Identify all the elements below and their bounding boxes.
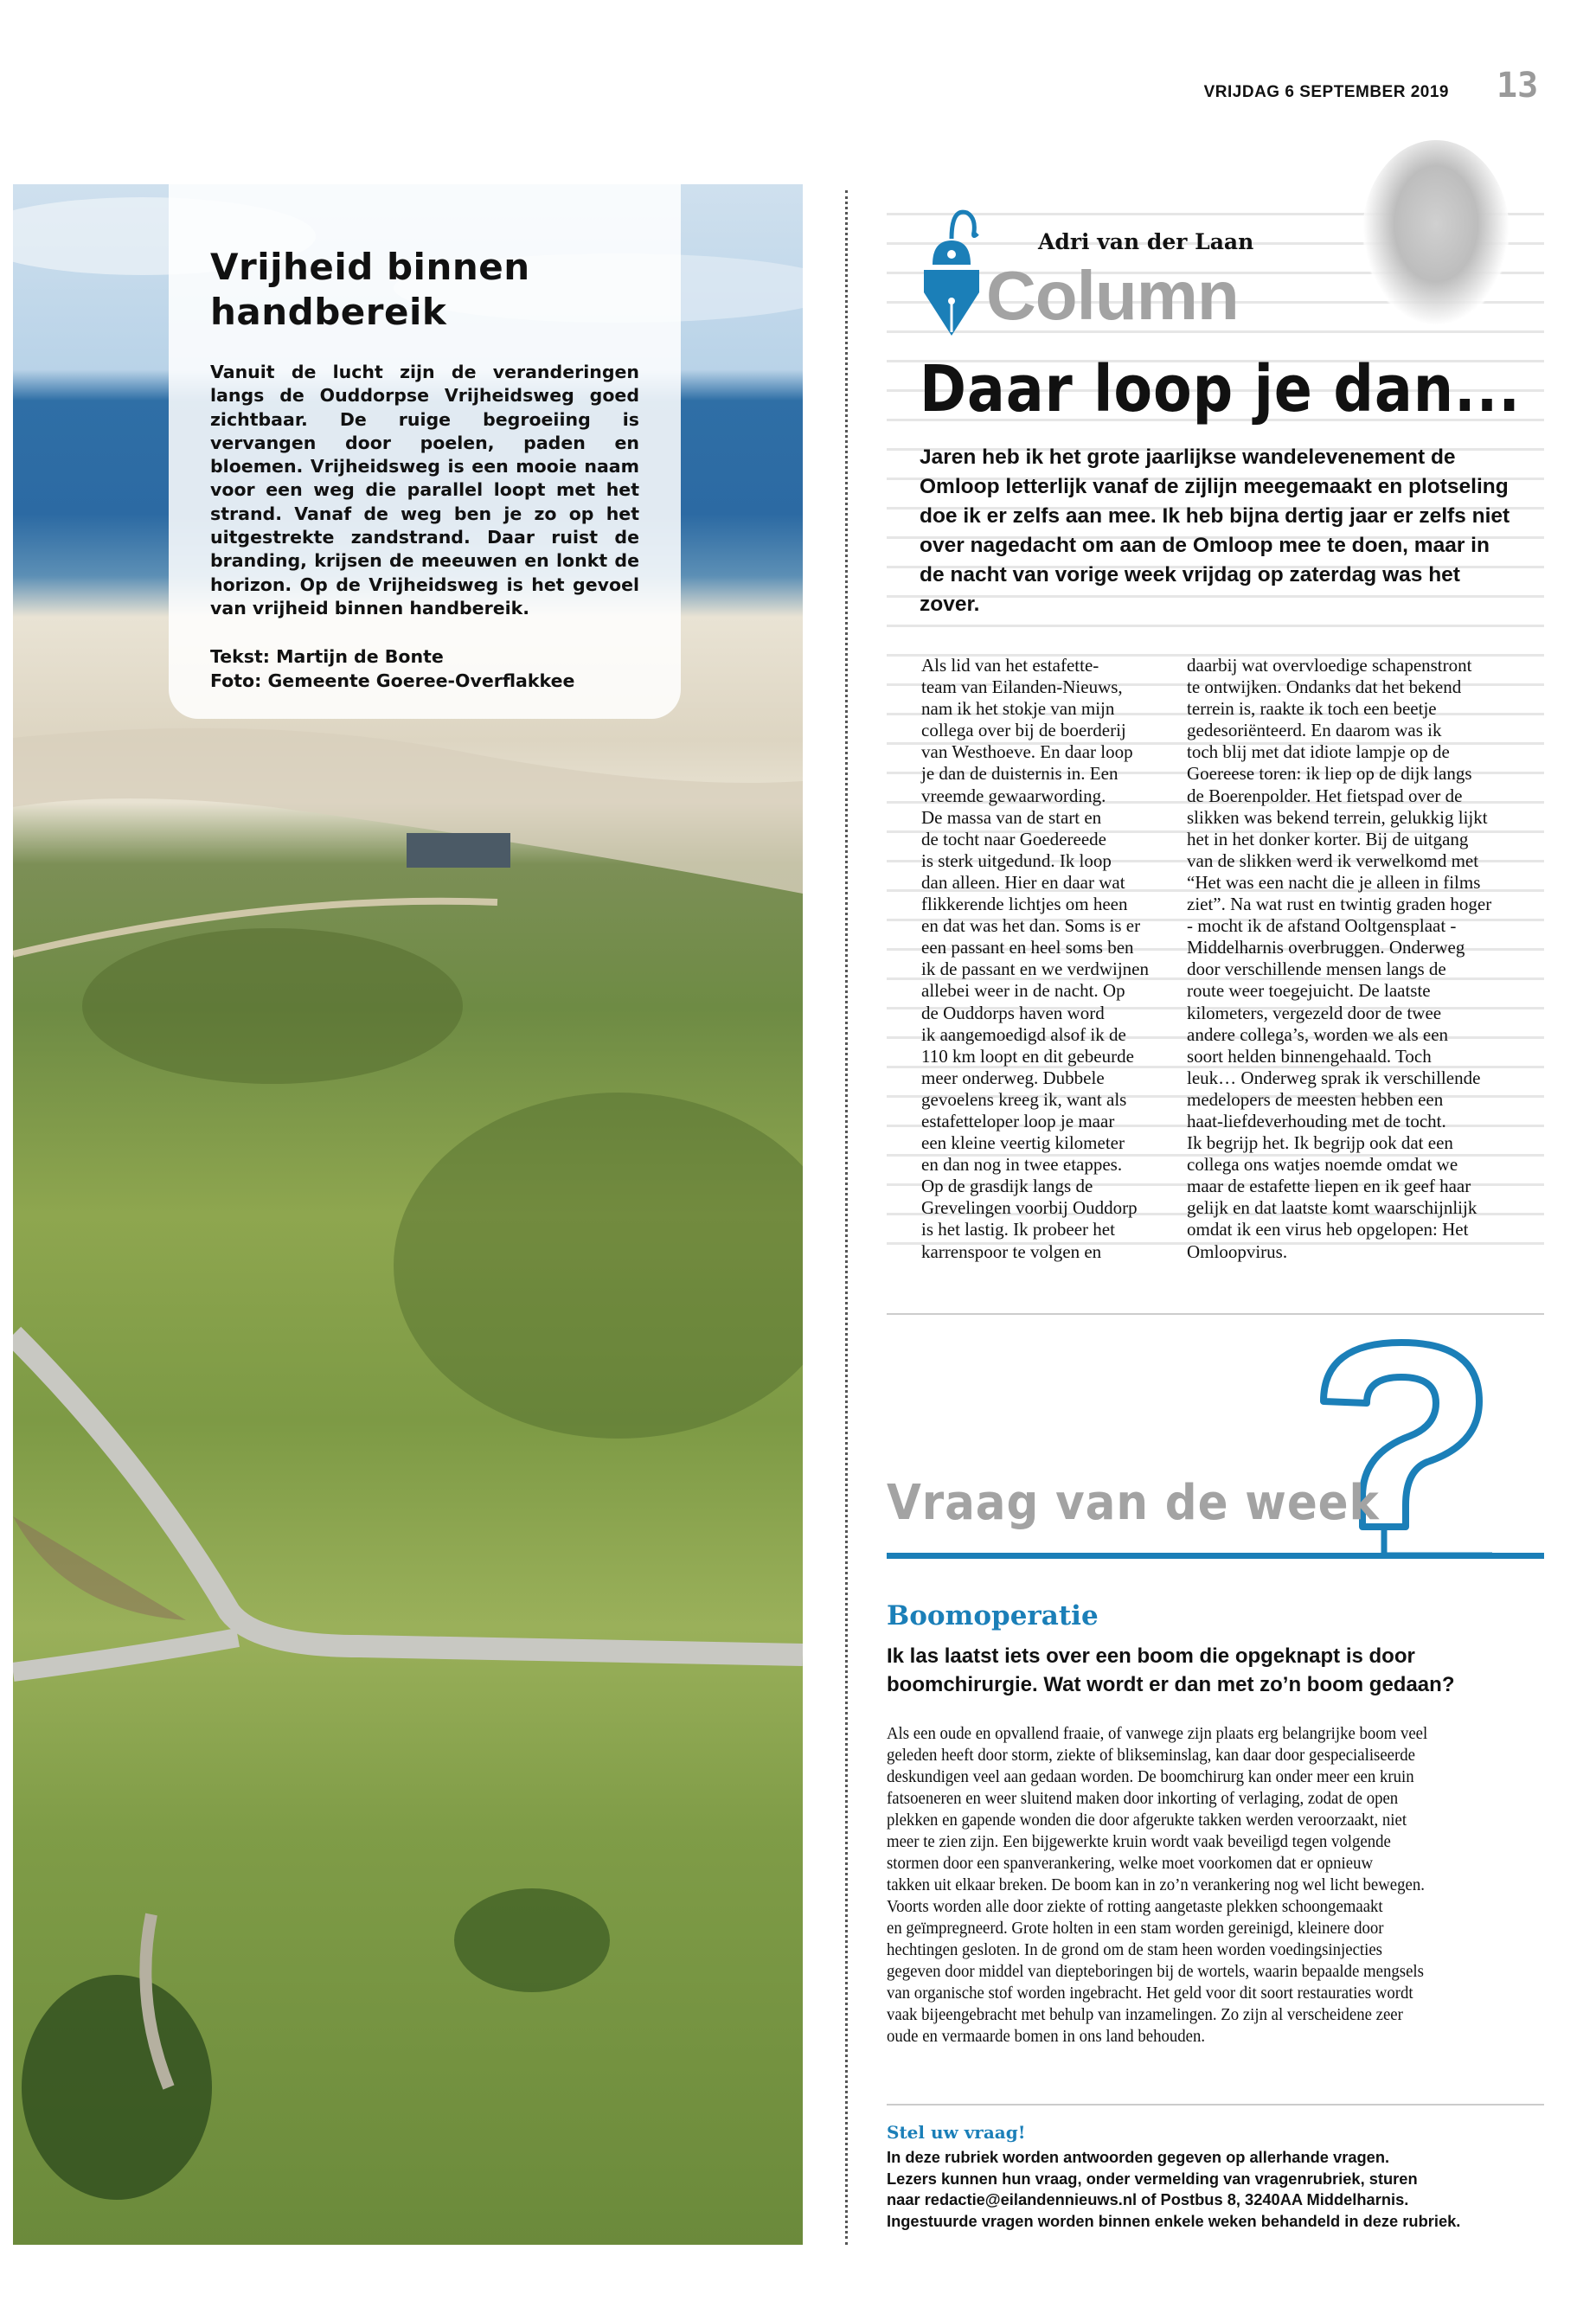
column-lead: Jaren heb ik het grote jaarlijkse wandelevenement de Omloop letterlijk vanaf de zijlijn meegemaakt en plotseling doe ik er zelfs aan mee. Ik heb bijna dertig jaar er zelfs niet over nagedacht om aan de Omloop mee te doen, maar in de nacht van vorige week vrijdag op zaterdag was het zover.: [920, 445, 1510, 616]
photo-caption-box: [169, 184, 681, 719]
column-author: Adri van der Laan: [1038, 229, 1254, 254]
fountain-pen-mouse-icon: [917, 206, 986, 340]
footer-divider: [887, 2104, 1544, 2106]
author-portrait: [1362, 140, 1509, 326]
ask-body: In deze rubriek worden antwoorden gegeven op allerhande vragen. Lezers kunnen hun vraag, onder vermelding van vragenrubriek, sturen naar redactie@eilandennieuws.nl of Postbus 8, 3240AA Middelharnis. Ingestuurde vragen worden binnen enkele weken behandeld in deze rubriek.: [887, 2148, 1461, 2230]
column-body-left: Als lid van het estafette- team van Eilanden-Nieuws, nam ik het stokje van mijn collega over bij de boerderij van Westhoeve. En daar loop je dan de duisternis in. Een vreemde gewaarwording. De massa van de start en de tocht naar Goedereede is sterk uitgedund. Ik loop dan alleen. Hier en daar wat flikkerende lichtjes om heen en dat was het dan. Soms is er een passant en heel soms ben ik de passant en we verdwijnen allebei weer in de nacht. Op de Ouddorps haven word ik aangemoedigd alsof ik de 110 km loopt en dit gebeurde meer onderweg. Dubbele gevoelens kreeg ik, want als estafetteloper loop je maar een kleine veertig kilometer en dan nog in twee etappes. Op de grasdijk langs de Grevelingen voorbij Ouddorp is het lastig. Ik probeer het karrenspoor te volgen en: [921, 655, 1150, 1262]
column-headline: Daar loop je dan...: [920, 352, 1521, 426]
answer-body: Als een oude en opvallend fraaie, of vanwege zijn plaats erg belangrijke boom veel geleden heeft door storm, ziekte of blikseminslag, kan daar door gespecialiseerde deskundigen veel aan gedaan worden. De boomchirurg kan onder meer een kruin fatsoeneren en weer sluitend maken door inkorting of verlaging, zodat de open plekken en gapende wonden die door afgerukte takken werden veroorzaakt, niet meer te zien zijn. Een bijgewerkte kruin wordt vaak beveiligd tegen volgende stormen door een spanverankering, welke moet voorkomen dat er opnieuw takken uit elkaar breken. De boom kan in zo’n verankering nog wel licht bewegen. Voorts worden alle door ziekte of rotting aangetaste plekken schoongemaakt en geïmpregneerd. Grote holten in een stam worden gereinigd, kleinere door hechtingen gesloten. In de grond om de stam heen worden voedingsinjecties gegeven door middel van diepteboringen bij de wortels, waarin bepaalde mengsels van organische stof worden ingebracht. Het geld voor dit soort restauraties wordt vaak bijeengebracht met behulp van inzamelingen. Zo zijn al verscheidene zeer oude en vermaarde bomen in ons land behouden.: [887, 1724, 1428, 2046]
column-body-right: daarbij wat overvloedige schapenstront te ontwijken. Ondanks dat het bekend terrein is, raakte ik toch een beetje gedesoriënteerd. En daarom was ik toch blij met dat idiote lampje op de Goereese toren: ik liep op de dijk langs de Boerenpolder. Het fietspad over de slikken was bekend terrein, gelukkig lijkt het in het donker korter. Bij de uitgang van de slikken werd ik verwelkomd met “Het was een nacht die je alleen in films ziet”. Na wat rust en twintig graden hoger - mocht ik de afstand Ooltgensplaat - Middelharnis overbruggen. Onderweg door verschillende mensen langs de route weer toegejuicht. De laatste kilometers, vergezeld door de twee andere collega’s, worden we als een soort helden binnengehaald. Toch leuk… Onderweg sprak ik verschillende medelopers de meesten hebben een haat-liefdeverhouding met de tocht. Ik begrijp het. Ik begrijp ook dat een collega ons watjes noemde omdat we maar de estafette liepen en ik geef haar gelijk en dat laatste komt waarschijnlijk omdat ik een virus heb opgelopen: Het Omloopvirus.: [1187, 655, 1492, 1262]
caption-body: Vanuit de lucht zijn de veranderingen langs de Ouddorpse Vrijheidsweg goed zichtbaar. De ruige begroeiing is vervangen door poelen, paden en bloemen. Vrijheidsweg is een mooie naam voor een weg die parallel loopt met het strand. Vanaf de weg ben je zo op het uitgestrekte zandstrand. Daar ruist de branding, krijsen de meeuwen en lonkt de horizon. Op de Vrijheidsweg is het gevoel van vrijheid binnen handbereik.: [210, 362, 639, 619]
photo-credit: Foto: Gemeente Goeree-Overflakkee: [210, 670, 575, 692]
question-title: Boomoperatie: [887, 1600, 1099, 1631]
section-title: Vraag van de week: [887, 1475, 1380, 1531]
question-text: Ik las laatst iets over een boom die opgeknapt is door boomchirurgie. Wat wordt er dan met zo’n boom gedaan?: [887, 1644, 1455, 1696]
page-number: 13: [1497, 66, 1539, 106]
section-underline: [887, 1553, 1544, 1559]
question-mark-icon: [1298, 1332, 1505, 1570]
column-label: Column: [986, 257, 1239, 334]
question-section: [887, 1599, 1544, 2048]
issue-date: VRIJDAG 6 SEPTEMBER 2019: [1203, 83, 1449, 101]
text-credit: Tekst: Martijn de Bonte: [210, 646, 444, 668]
section-divider: [887, 1313, 1544, 1315]
column-divider: [845, 190, 848, 2245]
caption-title: Vrijheid binnen handbereik: [210, 246, 530, 333]
ask-title: Stel uw vraag!: [887, 2122, 1026, 2143]
